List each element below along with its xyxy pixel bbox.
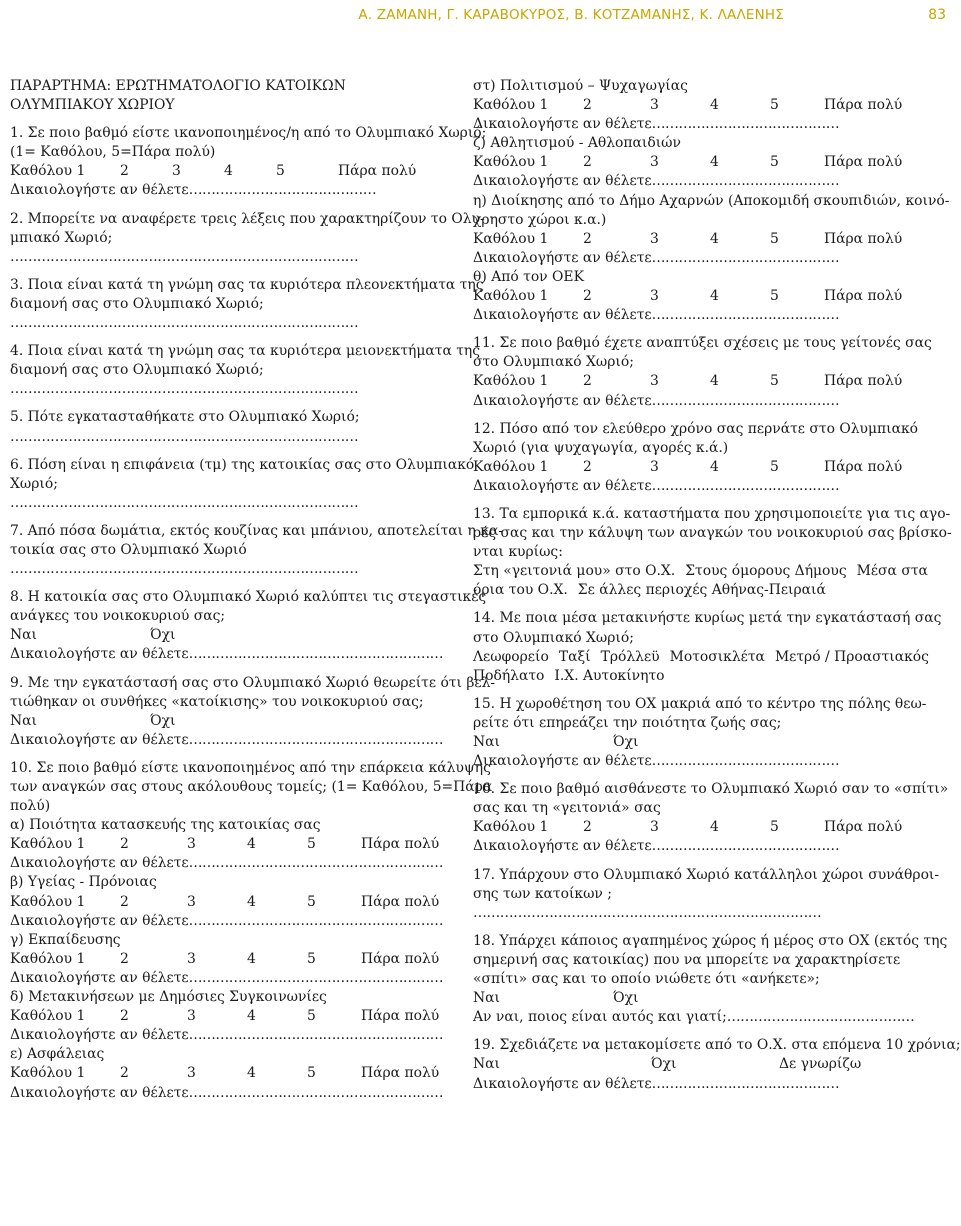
- q10e-scale[interactable]: Καθόλου 1 2 3 4 5 Πάρα πολύ: [10, 1065, 440, 1082]
- q15-text-2: ρείτε ότι επηρεάζει την ποιότητα ζωής σας;: [473, 714, 782, 731]
- q10e-justify[interactable]: Δικαιολογήστε αν θέλετε…………………………………………………: [10, 1084, 444, 1101]
- q11-justify[interactable]: Δικαιολογήστε αν θέλετε……………………………………: [473, 392, 840, 409]
- q9-justify[interactable]: Δικαιολογήστε αν θέλετε…………………………………………………: [10, 731, 444, 748]
- q13-option-within-cont: όρια του Ο.Χ.: [473, 582, 568, 599]
- q4-text: 4. Ποια είναι κατά τη γνώμη σας τα κυριότερα μειονεκτήματα της: [10, 343, 481, 360]
- q14-mode-bicycle[interactable]: Ποδήλατο: [473, 667, 545, 684]
- q7-text-2: τοικία σας στο Ολυμπιακό Χωριό: [10, 541, 247, 558]
- q10c-scale[interactable]: Καθόλου 1 2 3 4 5 Πάρα πολύ: [10, 950, 440, 967]
- q10c-justify[interactable]: Δικαιολογήστε αν θέλετε…………………………………………………: [10, 969, 444, 986]
- q9-yes-no[interactable]: [10, 712, 440, 731]
- page-number: 83: [928, 7, 946, 23]
- q19-justify[interactable]: Δικαιολογήστε αν θέλετε……………………………………: [473, 1075, 840, 1092]
- q2-text: 2. Μπορείτε να αναφέρετε τρεις λέξεις που χαρακτηρίζουν το Ολυ-: [10, 210, 485, 227]
- q18-no[interactable]: Όχι: [613, 990, 639, 1007]
- q11-text: 11. Σε ποιο βαθμό έχετε αναπτύξει σχέσεις με τους γείτονές σας: [473, 335, 932, 352]
- q13-option-neighborhood[interactable]: Στη «γειτονιά μου» στο Ο.Χ.: [473, 563, 676, 580]
- q18-followup[interactable]: Αν ναι, ποιος είναι αυτός και γιατί;……………………………………: [473, 1009, 915, 1026]
- q10b-scale[interactable]: Καθόλου 1 2 3 4 5 Πάρα πολύ: [10, 893, 440, 910]
- q4-answer-line[interactable]: ……………………………………………………………………: [10, 381, 359, 398]
- q8-no[interactable]: Όχι: [150, 627, 176, 644]
- q14-mode-metro[interactable]: Μετρό / Προαστιακός: [774, 648, 929, 665]
- q10th-justify[interactable]: Δικαιολογήστε αν θέλετε……………………………………: [473, 307, 840, 324]
- q1-text-2: (1= Καθόλου, 5=Πάρα πολύ): [10, 144, 216, 161]
- q8-justify[interactable]: Δικαιολογήστε αν θέλετε…………………………………………………: [10, 646, 444, 663]
- q16-scale[interactable]: Καθόλου 1 2 3 4 5 Πάρα πολύ: [473, 819, 903, 836]
- q10h-justify[interactable]: Δικαιολογήστε αν θέλετε……………………………………: [473, 249, 840, 266]
- q10z-scale[interactable]: Καθόλου 1 2 3 4 5 Πάρα πολύ: [473, 154, 903, 171]
- q3-answer-line[interactable]: ……………………………………………………………………: [10, 315, 359, 332]
- q14-mode-bus[interactable]: Λεωφορείο: [473, 648, 549, 665]
- q19-yes[interactable]: Ναι: [473, 1056, 500, 1073]
- q1-scale[interactable]: Καθόλου 1 2 3 4 5 Πάρα πολύ: [10, 163, 417, 180]
- q14-modes-row1[interactable]: [473, 648, 929, 667]
- q11-text-2: στο Ολυμπιακό Χωριό;: [473, 354, 634, 371]
- q13-options-row1[interactable]: [473, 562, 928, 581]
- q7-answer-line[interactable]: ……………………………………………………………………: [10, 561, 359, 578]
- q14-mode-motorcycle[interactable]: Μοτοσικλέτα: [669, 648, 765, 665]
- q16-text-2: σας και τη «γειτονιά» σας: [473, 800, 661, 817]
- q1-text: 1. Σε ποιο βαθμό είστε ικανοποιημένος/η από το Ολυμπιακό Χωριό;: [10, 125, 487, 142]
- q12-justify[interactable]: Δικαιολογήστε αν θέλετε……………………………………: [473, 477, 840, 494]
- q12-text-2: Χωριό (για ψυχαγωγία, αγορές κ.ά.): [473, 439, 729, 456]
- q13-option-other-areas[interactable]: Σε άλλες περιοχές Αθήνας-Πειραιά: [577, 582, 826, 599]
- q14-mode-trolley[interactable]: Τρόλλεϋ: [600, 648, 660, 665]
- q6-answer-line[interactable]: ……………………………………………………………………: [10, 494, 359, 511]
- q17-text: 17. Υπάρχουν στο Ολυμπιακό Χωριό κατάλληλοι χώροι συνάθροι-: [473, 866, 940, 883]
- q10a-justify[interactable]: Δικαιολογήστε αν θέλετε…………………………………………………: [10, 855, 444, 872]
- q5-text: 5. Πότε εγκατασταθήκατε στο Ολυμπιακό Χωριό;: [10, 409, 360, 426]
- q10st-scale[interactable]: Καθόλου 1 2 3 4 5 Πάρα πολύ: [473, 97, 903, 114]
- q13-text-3: νται κυρίως:: [473, 544, 563, 561]
- q10h-scale[interactable]: Καθόλου 1 2 3 4 5 Πάρα πολύ: [473, 230, 903, 247]
- q7-text: 7. Από πόσα δωμάτια, εκτός κουζίνας και μπάνιου, αποτελείται η κα-: [10, 522, 504, 539]
- q6-text: 6. Πόση είναι η επιφάνεια (τμ) της κατοικίας σας στο Ολυμπιακό: [10, 456, 475, 473]
- q16-text: 16. Σε ποιο βαθμό αισθάνεστε το Ολυμπιακό Χωριό σαν το «σπίτι»: [473, 781, 949, 798]
- q10th-label: θ) Από τον ΟΕΚ: [473, 268, 584, 285]
- q2-text-2: μπιακό Χωριό;: [10, 229, 113, 246]
- right-column: [473, 77, 961, 1094]
- q3-text-2: διαμονή σας στο Ολυμπιακό Χωριό;: [10, 295, 264, 312]
- q16-justify[interactable]: Δικαιολογήστε αν θέλετε……………………………………: [473, 838, 840, 855]
- q10z-justify[interactable]: Δικαιολογήστε αν θέλετε……………………………………: [473, 173, 840, 190]
- q18-text-2: σημερινή σας κατοικίας) που να μπορείτε να χαρακτηρίσετε: [473, 951, 901, 968]
- q14-mode-taxi[interactable]: Ταξί: [558, 648, 591, 665]
- q19-text: 19. Σχεδιάζετε να μετακομίσετε από το Ο.Χ. στα επόμενα 10 χρόνια;: [473, 1037, 961, 1054]
- q9-no[interactable]: Όχι: [150, 712, 176, 729]
- q12-scale[interactable]: Καθόλου 1 2 3 4 5 Πάρα πολύ: [473, 458, 903, 475]
- q10z-label: ζ) Αθλητισμού - Αθλοπαιδιών: [473, 135, 681, 152]
- q13-option-within[interactable]: Μέσα στα: [856, 563, 928, 580]
- q8-text-2: ανάγκες του νοικοκυριού σας;: [10, 608, 226, 625]
- q10a-label: α) Ποιότητα κατασκευής της κατοικίας σας: [10, 817, 321, 834]
- q9-text: 9. Με την εγκατάστασή σας στο Ολυμπιακό Χωριό θεωρείτε ότι βελ-: [10, 674, 496, 691]
- q10d-justify[interactable]: Δικαιολογήστε αν θέλετε…………………………………………………: [10, 1027, 444, 1044]
- q19-no[interactable]: Όχι: [651, 1056, 677, 1073]
- q13-options-row2[interactable]: [473, 581, 913, 600]
- q10e-label: ε) Ασφάλειας: [10, 1046, 105, 1063]
- q14-text: 14. Με ποια μέσα μετακινήστε κυρίως μετά την εγκατάστασή σας: [473, 610, 942, 627]
- q9-yes[interactable]: Ναι: [10, 712, 37, 729]
- q10-text-3: πολύ): [10, 798, 51, 815]
- q8-text: 8. Η κατοικία σας στο Ολυμπιακό Χωριό καλύπτει τις στεγαστικές: [10, 589, 487, 606]
- q10b-label: β) Υγείας - Πρόνοιας: [10, 874, 157, 891]
- q10b-justify[interactable]: Δικαιολογήστε αν θέλετε…………………………………………………: [10, 912, 444, 929]
- q11-scale[interactable]: Καθόλου 1 2 3 4 5 Πάρα πολύ: [473, 373, 903, 390]
- q6-text-2: Χωριό;: [10, 475, 58, 492]
- q10-text: 10. Σε ποιο βαθμό είστε ικανοποιημένος από την επάρκεια κάλυψης: [10, 759, 491, 776]
- q10a-scale[interactable]: Καθόλου 1 2 3 4 5 Πάρα πολύ: [10, 836, 440, 853]
- q18-yes-no[interactable]: [473, 989, 913, 1008]
- q4-text-2: διαμονή σας στο Ολυμπιακό Χωριό;: [10, 362, 264, 379]
- q2-answer-line[interactable]: ……………………………………………………………………: [10, 248, 359, 265]
- q19-dont-know[interactable]: Δε γνωρίζω: [779, 1056, 862, 1073]
- q10st-justify[interactable]: Δικαιολογήστε αν θέλετε……………………………………: [473, 116, 840, 133]
- q10c-label: γ) Εκπαίδευσης: [10, 931, 121, 948]
- q17-answer-line[interactable]: ……………………………………………………………………: [473, 904, 822, 921]
- q15-justify[interactable]: Δικαιολογήστε αν θέλετε……………………………………: [473, 753, 840, 770]
- appendix-title: ΠΑΡΑΡΤΗΜΑ: ΕΡΩΤΗΜΑΤΟΛΟΓΙΟ ΚΑΤΟΙΚΩΝ: [10, 78, 346, 94]
- q10th-scale[interactable]: Καθόλου 1 2 3 4 5 Πάρα πολύ: [473, 288, 903, 305]
- running-head: Α. ΖΑΜΑΝΗ, Γ. ΚΑΡΑΒΟΚΥΡΟΣ, Β. ΚΟΤΖΑΜΑΝΗΣ, Κ. ΛΑΛΕΝΗΣ: [358, 7, 784, 23]
- q19-options[interactable]: [473, 1055, 913, 1074]
- page-header: [0, 0, 960, 30]
- q18-yes[interactable]: Ναι: [473, 990, 500, 1007]
- q15-yes[interactable]: Ναι: [473, 734, 500, 750]
- appendix-subtitle: ΟΛΥΜΠΙΑΚΟΥ ΧΩΡΙΟΥ: [10, 97, 175, 114]
- q13-text-2: ρές σας και την κάλυψη των αναγκών του νοικοκυριού σας βρίσκο-: [473, 525, 952, 542]
- q10h-label-2: χρηστο χώροι κ.α.): [473, 211, 607, 228]
- q5-answer-line[interactable]: ……………………………………………………………………: [10, 428, 359, 445]
- q8-yes-no[interactable]: [10, 626, 440, 645]
- q10st-label: στ) Πολιτισμού – Ψυχαγωγίας: [473, 78, 688, 94]
- q18-text: 18. Υπάρχει κάποιος αγαπημένος χώρος ή μέρος στο ΟΧ (εκτός της: [473, 932, 948, 949]
- q10d-scale[interactable]: Καθόλου 1 2 3 4 5 Πάρα πολύ: [10, 1008, 440, 1025]
- q14-modes-row2[interactable]: [473, 667, 913, 686]
- q18-text-3: «σπίτι» σας και το οποίο νιώθετε ότι «ανήκετε»;: [473, 971, 820, 988]
- q15-no[interactable]: Όχι: [613, 734, 639, 750]
- q3-text: 3. Ποια είναι κατά τη γνώμη σας τα κυριότερα πλεονεκτήματα της: [10, 276, 484, 293]
- q9-text-2: τιώθηκαν οι συνθήκες «κατοίκισης» του νοικοκυριού σας;: [10, 693, 424, 710]
- q8-yes[interactable]: Ναι: [10, 627, 37, 644]
- q13-text: 13. Τα εμπορικά κ.ά. καταστήματα που χρησιμοποιείτε για τις αγο-: [473, 505, 951, 522]
- left-column: [10, 77, 504, 1103]
- q13-option-nearby-municipalities[interactable]: Στους όμορους Δήμους: [685, 563, 847, 580]
- q10d-label: δ) Μετακινήσεων με Δημόσιες Συγκοινωνίες: [10, 989, 327, 1006]
- q17-text-2: σης των κατοίκων ;: [473, 885, 612, 902]
- q12-text: 12. Πόσο από τον ελεύθερο χρόνο σας περνάτε στο Ολυμπιακό: [473, 420, 919, 437]
- q10h-label: η) Διοίκησης από το Δήμο Αχαρνών (Αποκομιδή σκουπιδιών, κοινό-: [473, 192, 950, 209]
- q15-text: 15. Η χωροθέτηση του ΟΧ μακριά από το κέντρο της πόλης θεω-: [473, 695, 927, 712]
- q15-yes-no[interactable]: [473, 733, 913, 752]
- q10-text-2: των αναγκών σας στους ακόλουθους τομείς; (1= Καθόλου, 5=Πάρα: [10, 779, 493, 795]
- q14-mode-car[interactable]: Ι.Χ. Αυτοκίνητο: [554, 667, 665, 684]
- q14-text-2: στο Ολυμπιακό Χωριό;: [473, 629, 634, 646]
- q1-justify[interactable]: Δικαιολογήστε αν θέλετε……………………………………: [10, 182, 377, 199]
